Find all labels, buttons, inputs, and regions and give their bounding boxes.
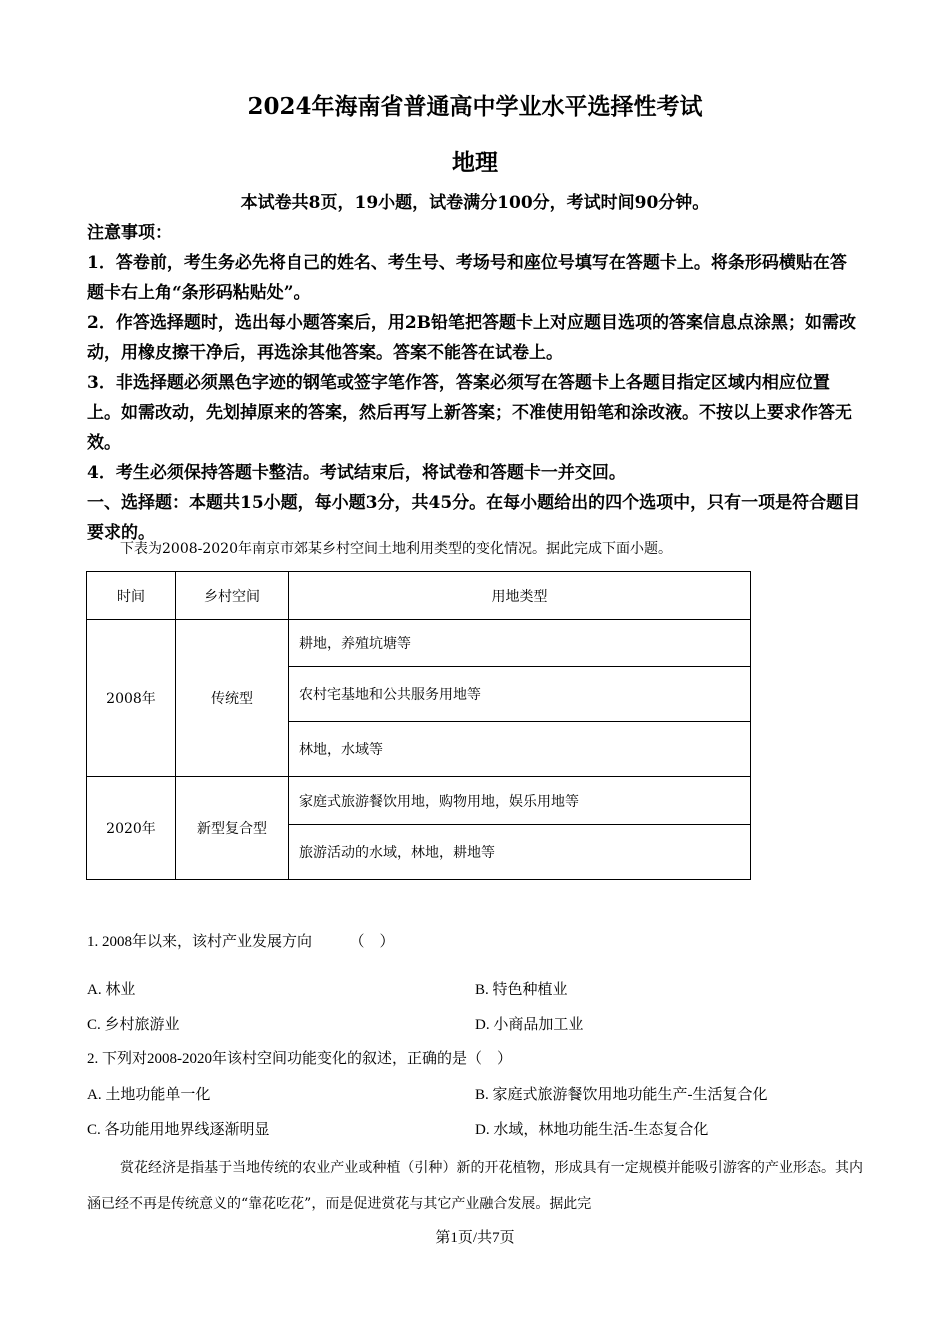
flower-economy-passage: 赏花经济是指基于当地传统的农业产业或种植（引种）新的开花植物，形成具有一定规模并能吸引游客的产业形态。其内涵已经不再是传统意义的“靠花吃花”，而是促进赏花与其它产业融合发展。据此完	[87, 1160, 863, 1212]
table-row	[87, 620, 751, 667]
exam-info: 本试卷共8页，19小题，试卷满分100分，考试时间90分钟。	[240, 193, 710, 213]
question-2-stem: 2. 下列对2008-2020年该村空间功能变化的叙述，正确的是（ ）	[87, 1051, 512, 1067]
q2-option-a: A. 土地功能单一化	[87, 1087, 211, 1103]
landuse-cell: 家庭式旅游餐饮用地，购物用地，娱乐用地等	[289, 777, 751, 825]
table-intro: 下表为2008-2020年南京市郊某乡村空间土地利用类型的变化情况。据此完成下面小题。	[120, 541, 672, 557]
q1-option-b: B. 特色种植业	[475, 982, 568, 998]
landuse-cell: 农村宅基地和公共服务用地等	[289, 667, 751, 722]
q2-option-c: C. 各功能用地界线逐渐明显	[87, 1122, 270, 1138]
q1-option-c: C. 乡村旅游业	[87, 1017, 180, 1033]
landuse-cell: 耕地，养殖坑塘等	[289, 620, 751, 667]
notes-heading: 注意事项：	[87, 223, 172, 243]
space-cell: 新型复合型	[176, 777, 289, 880]
land-use-table	[86, 571, 751, 880]
note-item: 2．作答选择题时，选出每小题答案后，用2B铅笔把答题卡上对应题目选项的答案信息点涂黑；如需改动，用橡皮擦干净后，再选涂其他答案。答案不能答在试卷上。	[87, 313, 857, 363]
page-number: 第1页/共7页	[435, 1230, 515, 1246]
table-header-row	[87, 572, 751, 620]
q1-option-d: D. 小商品加工业	[475, 1017, 584, 1033]
landuse-cell: 旅游活动的水域，林地，耕地等	[289, 825, 751, 880]
section-heading: 一、选择题：本题共15小题，每小题3分，共45分。在每小题给出的四个选项中，只有一项是符合题目要求的。	[87, 493, 861, 543]
note-item: 1．答卷前，考生务必先将自己的姓名、考生号、考场号和座位号填写在答题卡上。将条形码横贴在答题卡右上角“条形码粘贴处”。	[87, 253, 847, 303]
note-item: 4．考生必须保持答题卡整洁。考试结束后，将试卷和答题卡一并交回。	[87, 463, 626, 483]
q2-option-b: B. 家庭式旅游餐饮用地功能生产-生活复合化	[475, 1087, 768, 1103]
year-cell: 2020年	[87, 777, 176, 880]
landuse-cell: 林地，水域等	[289, 722, 751, 777]
header-cell-time: 时间	[87, 572, 176, 620]
header-cell-space: 乡村空间	[176, 572, 289, 620]
space-cell: 传统型	[176, 620, 289, 777]
q2-option-d: D. 水域，林地功能生活-生态复合化	[475, 1122, 709, 1138]
note-item: 3．非选择题必须黑色字迹的钢笔或签字笔作答，答案必须写在答题卡上各题目指定区域内相应位置上。如需改动，先划掉原来的答案，然后再写上新答案；不准使用铅笔和涂改液。不按以上要求作答无效。	[87, 373, 852, 453]
q1-option-a: A. 林业	[87, 982, 136, 998]
year-cell: 2008年	[87, 620, 176, 777]
table-row	[87, 777, 751, 825]
question-1-stem: 1. 2008年以来，该村产业发展方向 （ ）	[87, 934, 395, 950]
header-cell-landuse: 用地类型	[289, 572, 751, 620]
notes-block	[87, 218, 863, 548]
exam-title: 2024年海南省普通高中学业水平选择性考试	[247, 93, 703, 120]
subject-title: 地理	[452, 149, 498, 176]
